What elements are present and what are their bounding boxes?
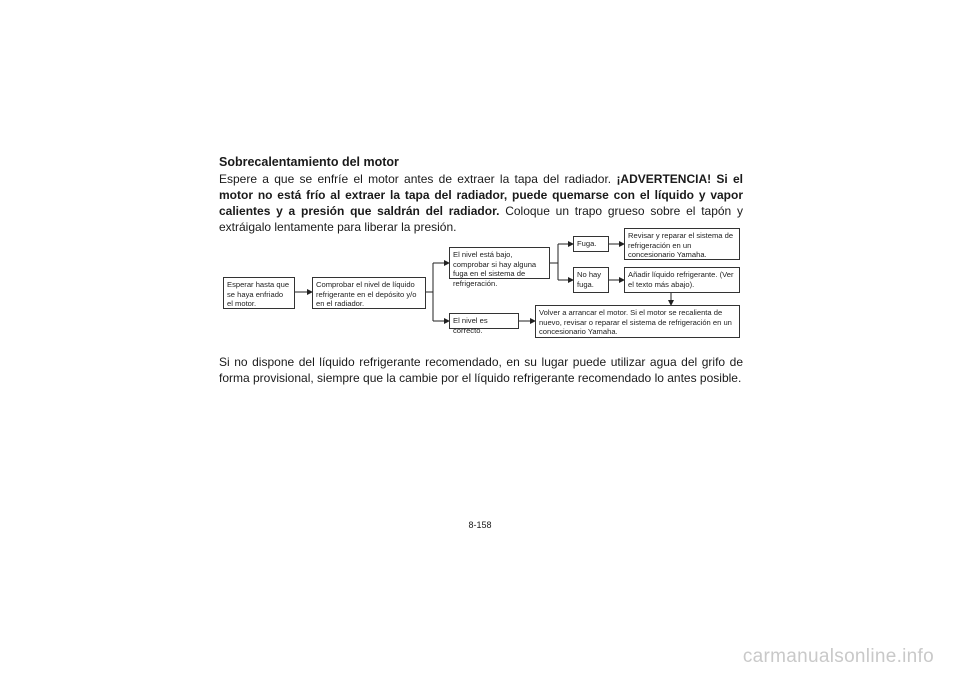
flow-box-add-coolant: Añadir líquido refrigerante. (Ver el texto más abajo). — [624, 267, 740, 293]
flow-box-low-level: El nivel está bajo, comprobar si hay alguna fuga en el sistema de refrigeración. — [449, 247, 550, 279]
flow-box-wait: Esperar hasta que se haya enfriado el motor. — [223, 277, 295, 309]
flow-box-check-level: Comprobar el nivel de líquido refrigerante en el depósito y/o en el radiador. — [312, 277, 426, 309]
warning-text: ¡ADVERTENCIA! Si el motor no está frío al extraer la tapa del radiador, puede quemarse con el líquido y vapor calientes y a presión que saldrán del radiador. — [219, 172, 743, 218]
flow-box-restart: Volver a arrancar el motor. Si el motor se recalienta de nuevo, revisar o reparar el sistema de refrigeración en un concesionario Yamaha. — [535, 305, 740, 338]
flow-box-level-ok: El nivel es correcto. — [449, 313, 519, 329]
intro-text: Espere a que se enfríe el motor antes de extraer la tapa del radiador. — [219, 172, 612, 186]
footer-note: Si no dispone del líquido refrigerante recomendado, en su lugar puede utilizar agua del grifo de forma provisional, siempre que la cambie por el líquido refrigerante recomendado lo antes posible. — [219, 355, 743, 385]
page-number: 8-158 — [468, 520, 492, 530]
flow-box-repair: Revisar y reparar el sistema de refrigeración en un concesionario Yamaha. — [624, 228, 740, 260]
flow-box-no-leak: No hay fuga. — [573, 267, 609, 293]
intro-paragraph — [219, 171, 743, 235]
after-warning-text: Coloque un trapo grueso sobre el tapón y extráigalo lentamente para liberar la presión. — [219, 204, 743, 234]
flow-box-leak: Fuga. — [573, 236, 609, 252]
section-title: Sobrecalentamiento del motor — [219, 155, 399, 169]
watermark: carmanualsonline.info — [742, 646, 934, 667]
